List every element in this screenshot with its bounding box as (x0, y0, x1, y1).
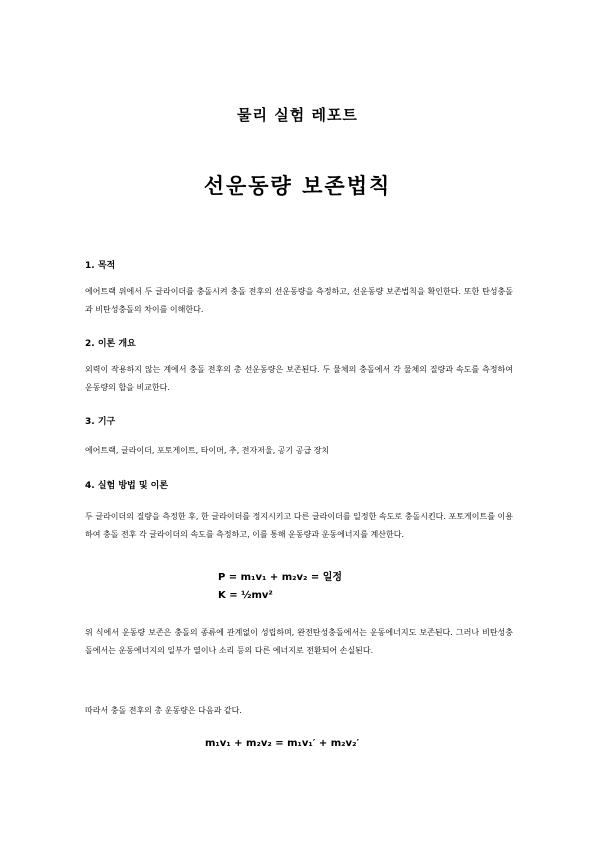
section-text-apparatus: 에어트랙, 글라이더, 포토게이트, 타이머, 추, 전자저울, 공기 공급 장치 (85, 446, 330, 455)
section-text-theory: 외력이 작용하지 않는 계에서 충돌 전후의 총 선운동량은 보존된다. 두 물체의 충돌에서 각 물체의 질량과 속도를 측정하여 운동량의 합을 비교한다. (85, 365, 513, 392)
section-text-method: 두 글라이더의 질량을 측정한 후, 한 글라이더를 정지시키고 다른 글라이더를 일정한 속도로 충돌시킨다. 포토게이트를 이용하여 충돌 전후 각 글라이더의 속도를 측정하고, 이를 통해 운동량과 운동에너지를 계산한다. (85, 512, 513, 539)
section-label-purpose: 1. 목적 (85, 261, 116, 271)
section-label-theory: 2. 이론 개요 (85, 339, 136, 349)
section-text-purpose: 에어트랙 위에서 두 글라이더를 충돌시켜 충돌 전후의 선운동량을 측정하고, 선운동량 보존법칙을 확인한다. 또한 탄성충돌과 비탄성충돌의 차이를 이해한다. (85, 287, 513, 314)
formula-collision: m₁v₁ + m₂v₂ = m₁v₁′ + m₂v₂′ (205, 738, 360, 749)
report-title: 물리 실험 레포트 (237, 106, 358, 124)
section-label-apparatus: 3. 기구 (85, 417, 116, 427)
body-paragraph-total-momentum: 따라서 충돌 전후의 총 운동량은 다음과 같다. (85, 706, 242, 715)
section-label-method: 4. 실험 방법 및 이론 (85, 481, 169, 491)
body-paragraph-conservation: 위 식에서 운동량 보존은 충돌의 종류에 관계없이 성립하며, 완전탄성충돌에서는 운동에너지도 보존된다. 그러나 비탄성충돌에서는 운동에너지의 일부가 열이나 소리 등의 다른 에너지로 전환되어 손실된다. (85, 628, 513, 655)
formula-momentum: P = m₁v₁ + m₂v₂ = 일정 (218, 572, 343, 583)
experiment-title: 선운동량 보존법칙 (203, 174, 392, 198)
formula-kinetic-energy: K = ½mv² (218, 590, 273, 601)
